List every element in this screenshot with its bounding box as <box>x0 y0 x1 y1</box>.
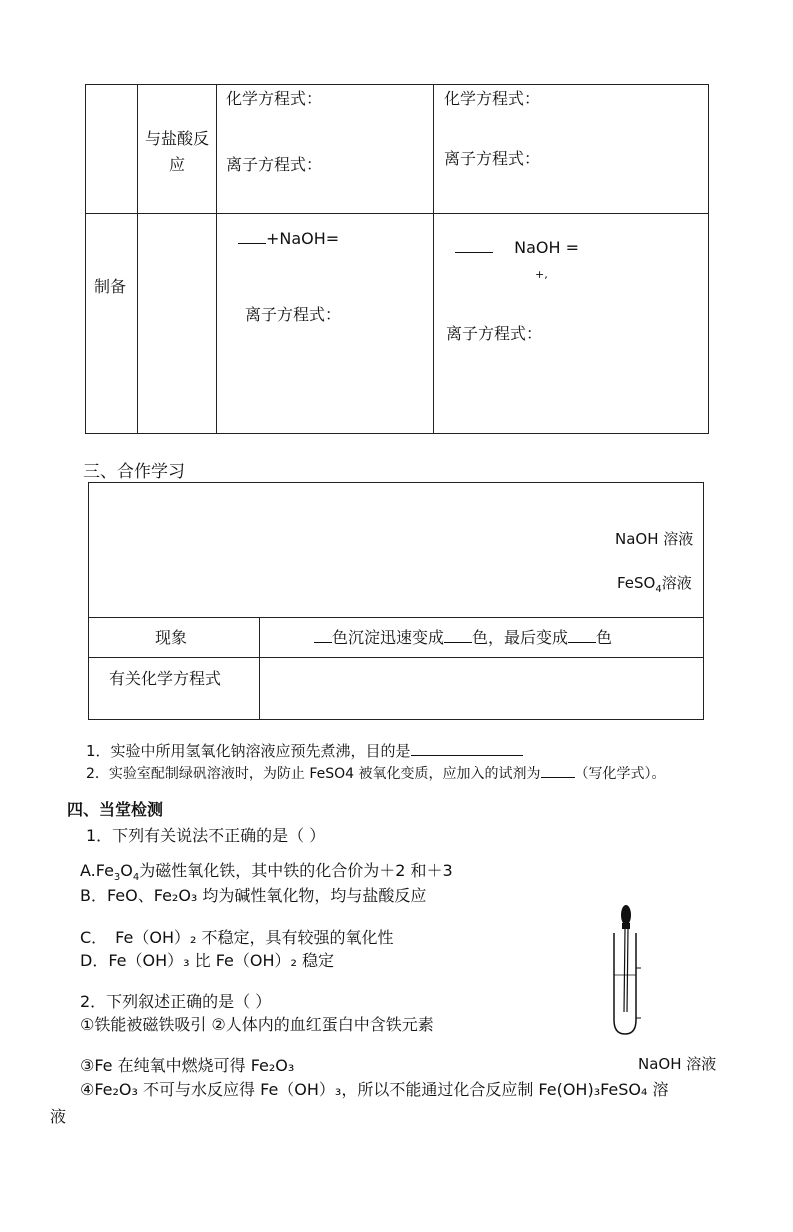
prep-right-sup: +, <box>535 268 548 281</box>
question-4-2: 2．下列叙述正确的是（ ） <box>80 992 272 1011</box>
table-divider <box>433 84 434 434</box>
phenomenon-text: 色沉淀迅速变成 色，最后变成 色 <box>314 625 612 648</box>
phenomenon-label: 现象 <box>155 628 188 647</box>
naoh-tube-label: NaOH 溶液 <box>638 1055 717 1073</box>
ion-eq-label-left: 离子方程式： <box>226 155 323 174</box>
section3-title: 三、合作学习 <box>83 462 185 482</box>
test-tube-dropper-icon <box>605 900 645 1040</box>
prep-left-equation: +NaOH= <box>238 229 339 248</box>
fill-blank[interactable] <box>568 628 596 643</box>
fill-blank[interactable] <box>238 229 266 244</box>
question-4-1: 1．下列有关说法不正确的是（ ） <box>86 826 326 845</box>
row-label-hcl: 与盐酸反应 <box>144 129 209 174</box>
option-d: D．Fe（OH）₃ 比 Fe（OH）₂ 稳定 <box>80 951 335 970</box>
option-c: C． Fe（OH）₂ 不稳定，具有较强的氧化性 <box>80 928 394 947</box>
chem-eq-label-left: 化学方程式： <box>226 89 323 108</box>
table-divider <box>137 84 138 434</box>
table-divider <box>88 617 704 618</box>
option-b: B．FeO、Fe₂O₃ 均为碱性氧化物，均与盐酸反应 <box>80 886 427 905</box>
section4-title: 四、当堂检测 <box>67 800 164 819</box>
fill-blank[interactable] <box>411 741 523 756</box>
statement-1-2: ①铁能被磁铁吸引 ②人体内的血红蛋白中含铁元素 <box>80 1015 434 1034</box>
fill-blank[interactable] <box>455 238 493 253</box>
naoh-solution-label: NaOH 溶液 <box>615 530 694 548</box>
statement-3: ③Fe 在纯氧中燃烧可得 Fe₂O₃ <box>80 1056 295 1075</box>
ion-eq-label-right: 离子方程式： <box>444 149 541 168</box>
fill-blank[interactable] <box>314 628 332 643</box>
ion-eq-label-prep-right: 离子方程式： <box>446 324 543 343</box>
equation-label: 有关化学方程式 <box>109 669 222 688</box>
fill-blank[interactable] <box>444 628 472 643</box>
prep-right-equation: NaOH = <box>455 238 579 257</box>
question-3-2: 2．实验室配制绿矾溶液时，为防止 FeSO4 被氧化变质，应加入的试剂为 （写化学式）。 <box>86 766 666 782</box>
table-divider <box>216 84 217 434</box>
question-3-1: 1．实验中所用氢氧化钠溶液应预先煮沸，目的是 <box>86 740 523 761</box>
fill-blank[interactable] <box>541 764 575 778</box>
row-label-prep: 制备 <box>94 277 127 296</box>
table-divider <box>259 617 260 720</box>
chem-eq-label-right: 化学方程式： <box>444 89 541 108</box>
table-divider <box>88 657 704 658</box>
statement-4: ④Fe₂O₃ 不可与水反应得 Fe（OH）₃，所以不能通过化合反应制 Fe(OH)₃FeSO₄ 溶 <box>80 1080 669 1099</box>
statement-4-tail: 液 <box>50 1107 67 1126</box>
table-divider <box>85 213 709 214</box>
feso4-solution-label: FeSO$_4$溶液 <box>617 574 692 595</box>
ion-eq-label-prep-left: 离子方程式： <box>245 305 342 324</box>
option-a: $A.Fe_3O_4$为磁性氧化铁，其中铁的化合价为＋2 和＋3 <box>80 861 453 884</box>
